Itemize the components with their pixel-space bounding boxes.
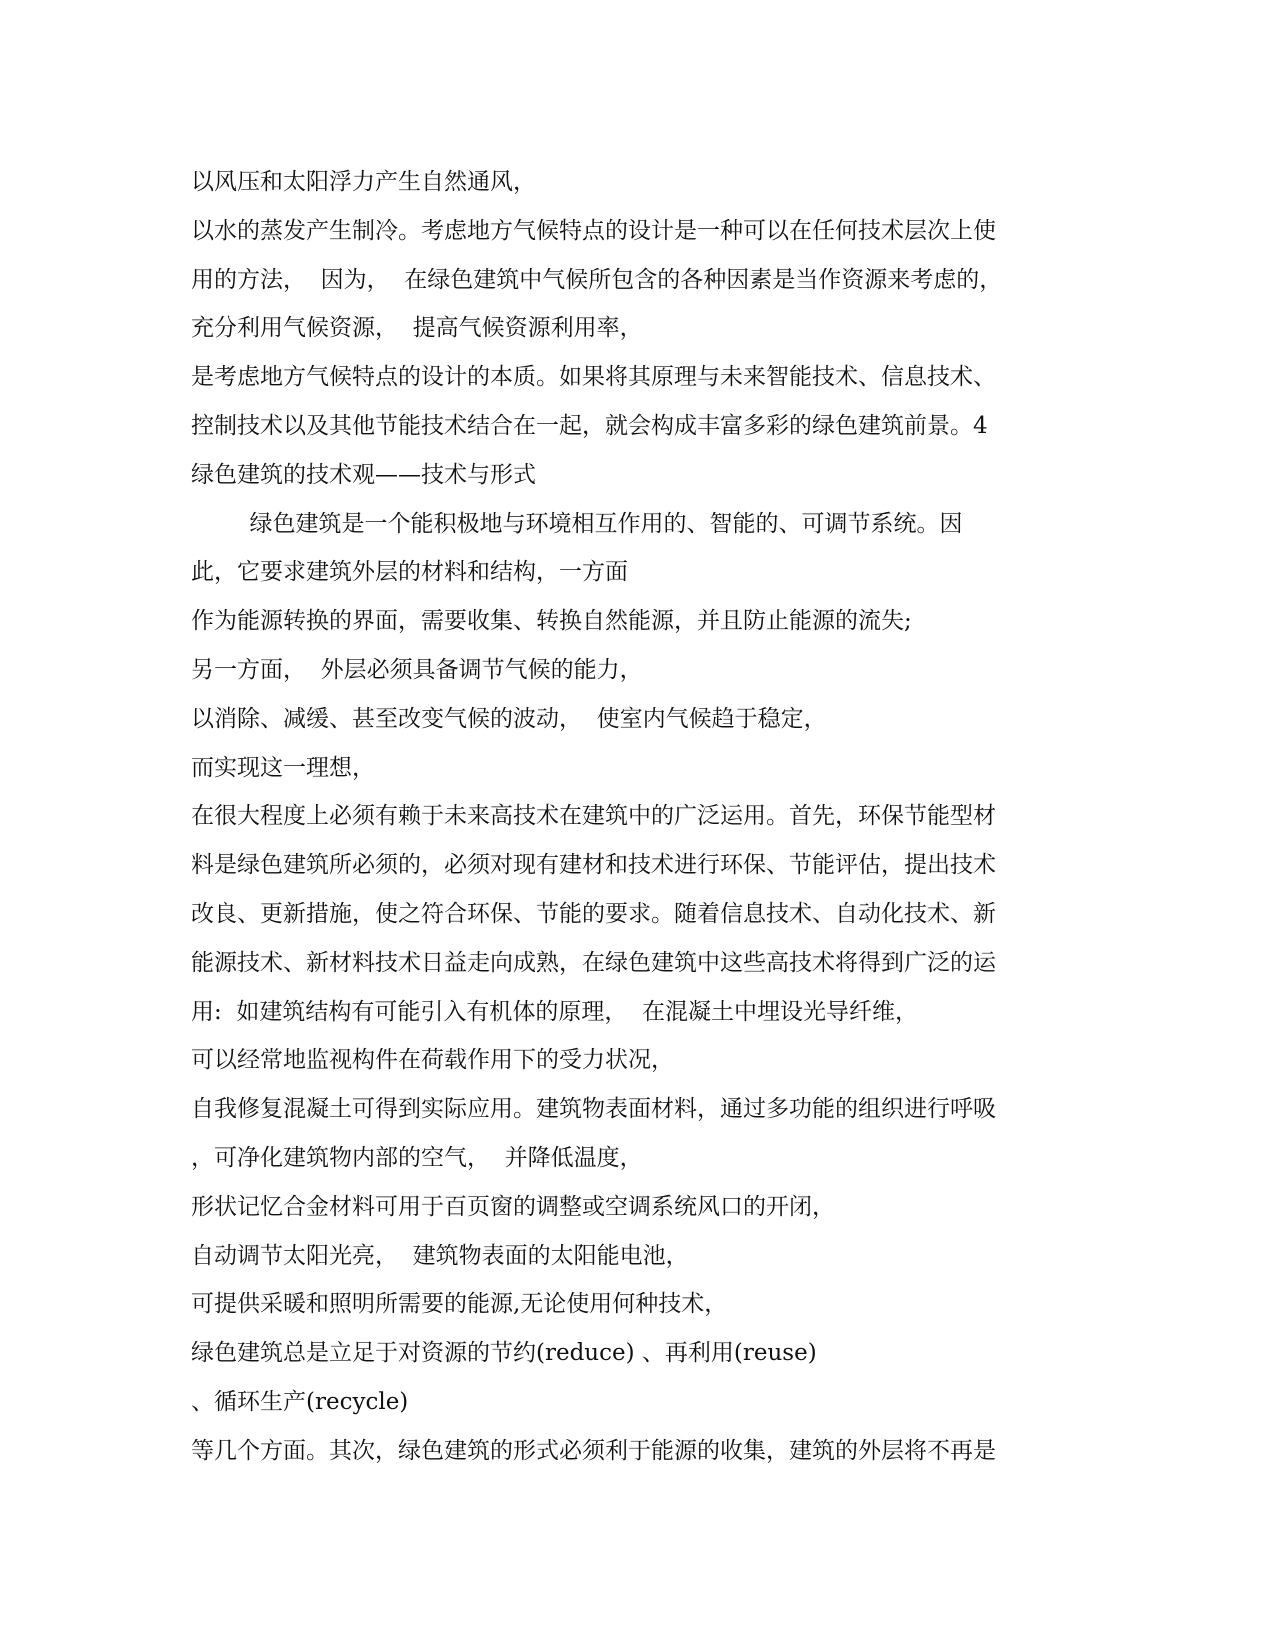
text-line: 控制技术以及其他节能技术结合在一起，就会构成丰富多彩的绿色建筑前景。4 [191,412,988,439]
text-line: 是考虑地方气候特点的设计的本质。如果将其原理与未来智能技术、信息技术、 [191,364,996,391]
text-line: 用: 如建筑结构有可能引入有机体的原理， 在混凝土中埋设光导纤维， [191,998,918,1025]
text-line: 改良、更新措施，使之符合环保、节能的要求。随着信息技术、自动化技术、新 [191,900,996,927]
text-line: 用的方法， 因为， 在绿色建筑中气候所包含的各种因素是当作资源来考虑的， [191,266,1003,293]
text-line: 可以经常地监视构件在荷载作用下的受力状况， [191,1047,674,1074]
text-line: 此，它要求建筑外层的材料和结构，一方面 [191,559,628,586]
text-line: 在很大程度上必须有赖于未来高技术在建筑中的广泛运用。首先，环保节能型材 [191,803,996,830]
text-line: 形状记忆合金材料可用于百页窗的调整或空调系统风口的开闭， [191,1193,835,1220]
text-line: 等几个方面。其次，绿色建筑的形式必须利于能源的收集，建筑的外层将不再是 [191,1437,996,1464]
text-line: 以风压和太阳浮力产生自然通风， [191,169,536,195]
text-line: 能源技术、新材料技术日益走向成熟，在绿色建筑中这些高技术将得到广泛的运 [191,949,996,976]
text-line: ，可净化建筑物内部的空气， 并降低温度， [191,1144,643,1171]
text-line: 自动调节太阳光亮， 建筑物表面的太阳能电池， [191,1242,689,1269]
body-text [191,158,1091,1476]
text-line: 作为能源转换的界面，需要收集、转换自然能源，并且防止能源的流失; [191,608,912,635]
text-line: 充分利用气候资源， 提高气候资源利用率， [191,315,643,342]
text-line: 绿色建筑总是立足于对资源的节约(reduce) 、再利用(reuse) [191,1340,817,1367]
text-line: 而实现这一理想， [191,754,375,781]
text-line: 另一方面， 外层必须具备调节气候的能力， [191,656,643,683]
text-line: 料是绿色建筑所必须的，必须对现有建材和技术进行环保、节能评估，提出技术 [191,852,996,879]
text-line: 绿色建筑是一个能积极地与环境相互作用的、智能的、可调节系统。因 [191,510,963,537]
text-line: 以消除、减缓、甚至改变气候的波动， 使室内气候趋于稳定， [191,705,827,732]
text-line: 以水的蒸发产生制冷。考虑地方气候特点的设计是一种可以在任何技术层次上使 [191,217,996,244]
text-line: 自我修复混凝土可得到实际应用。建筑物表面材料，通过多功能的组织进行呼吸 [191,1096,996,1123]
section-heading-line: 绿色建筑的技术观——技术与形式 [191,461,536,488]
text-line: 可提供采暖和照明所需要的能源,无论使用何种技术， [191,1291,728,1318]
text-line: 、循环生产(recycle) [191,1388,409,1415]
